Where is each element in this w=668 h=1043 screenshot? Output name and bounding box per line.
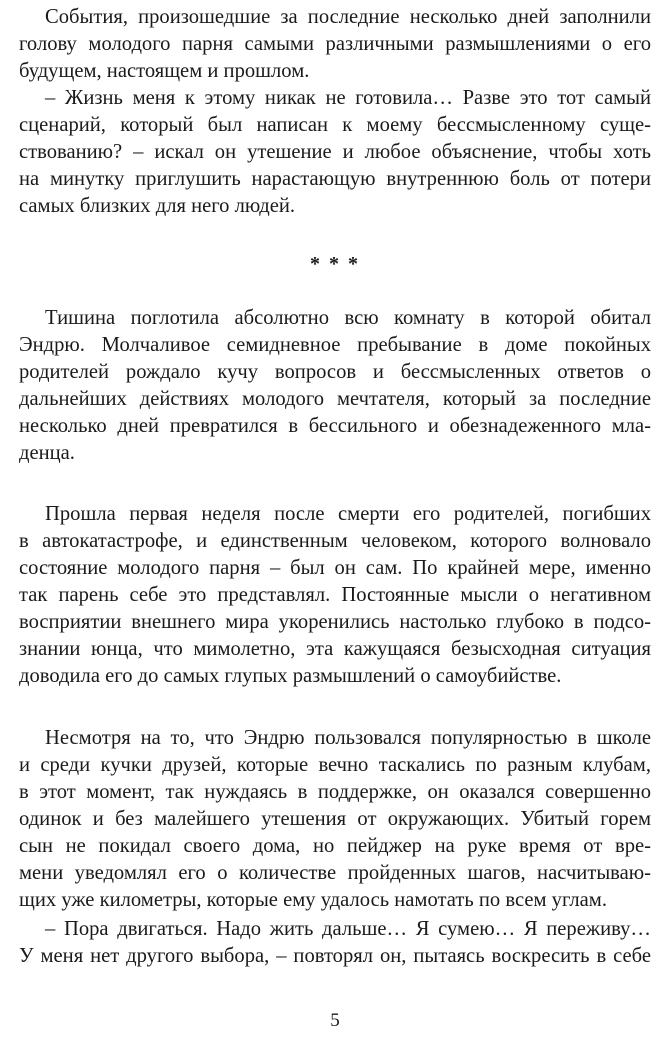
text-line: – Жизнь меня к этому никак не готовила… Разве это тот самый — [45, 87, 651, 109]
text-line: ствованию? – искал он утешение и любое объяснение, чтобы хоть — [19, 141, 651, 163]
text-line: знании юнца, что мимолетно, эта кажущаяся безысходная ситуация — [19, 638, 651, 660]
text-line: восприятии внешнего мира укоренились настолько глубоко в подсо- — [19, 611, 651, 633]
text-line: родителей рождало кучу вопросов и бессмысленных ответов о — [19, 361, 651, 383]
text-line: Прошла первая неделя после смерти его родителей, погибших — [45, 503, 651, 525]
text-line: так парень себе это представлял. Постоянные мысли о негативном — [19, 584, 651, 606]
page-number: 5 — [330, 1010, 340, 1031]
text-line: Несмотря на то, что Эндрю пользовался популярностью в школе — [45, 727, 651, 749]
text-line: щих уже километры, которые ему удалось намотать по всем углам. — [19, 889, 607, 911]
text-line: на минутку приглушить нарастающую внутреннюю боль от потери — [19, 168, 651, 190]
text-line: мени уведомлял его о количестве пройденных шагов, насчитываю- — [19, 862, 651, 884]
text-line: Эндрю. Молчаливое семидневное пребывание в доме покойных — [19, 334, 651, 356]
text-line: одинок и без малейшего утешения от окружающих. Убитый горем — [19, 808, 651, 830]
text-line: У меня нет другого выбора, – повторял он, пытаясь воскресить в себе — [19, 945, 651, 967]
text-line: денца. — [19, 442, 75, 464]
text-line: состояние молодого парня – был он сам. По крайней мере, именно — [19, 557, 651, 579]
text-line: доводила его до самых глупых размышлений о самоубийстве. — [19, 665, 562, 687]
text-line: в этот момент, так нуждаясь в поддержке, он оказался совершенно — [19, 781, 651, 803]
text-line: голову молодого парня самыми различными размышлениями о его — [19, 33, 651, 55]
text-line: самых близких для него людей. — [19, 195, 296, 217]
text-line: дальнейших действиях молодого мечтателя, который за последние — [19, 388, 651, 410]
text-line: в автокатастрофе, и единственным человеком, которого волновало — [19, 530, 651, 552]
text-line: несколько дней превратился в бессильного и обезнадеженного мла- — [19, 415, 651, 437]
text-line: и среди кучки друзей, которые вечно таскались по разным клубам, — [19, 754, 651, 776]
text-line: – Пора двигаться. Надо жить дальше… Я сумею… Я переживу… — [45, 918, 651, 940]
text-line: События, произошедшие за последние несколько дней заполнили — [45, 6, 651, 28]
text-line: сын не покидал своего дома, но пейджер на руке время от вре- — [19, 835, 651, 857]
text-line: сценарий, который был написан к моему бессмысленному суще- — [19, 114, 651, 136]
section-separator: * * * — [310, 253, 360, 275]
text-line: будущем, настоящем и прошлом. — [19, 60, 310, 82]
text-line: Тишина поглотила абсолютно всю комнату в которой обитал — [45, 307, 651, 329]
